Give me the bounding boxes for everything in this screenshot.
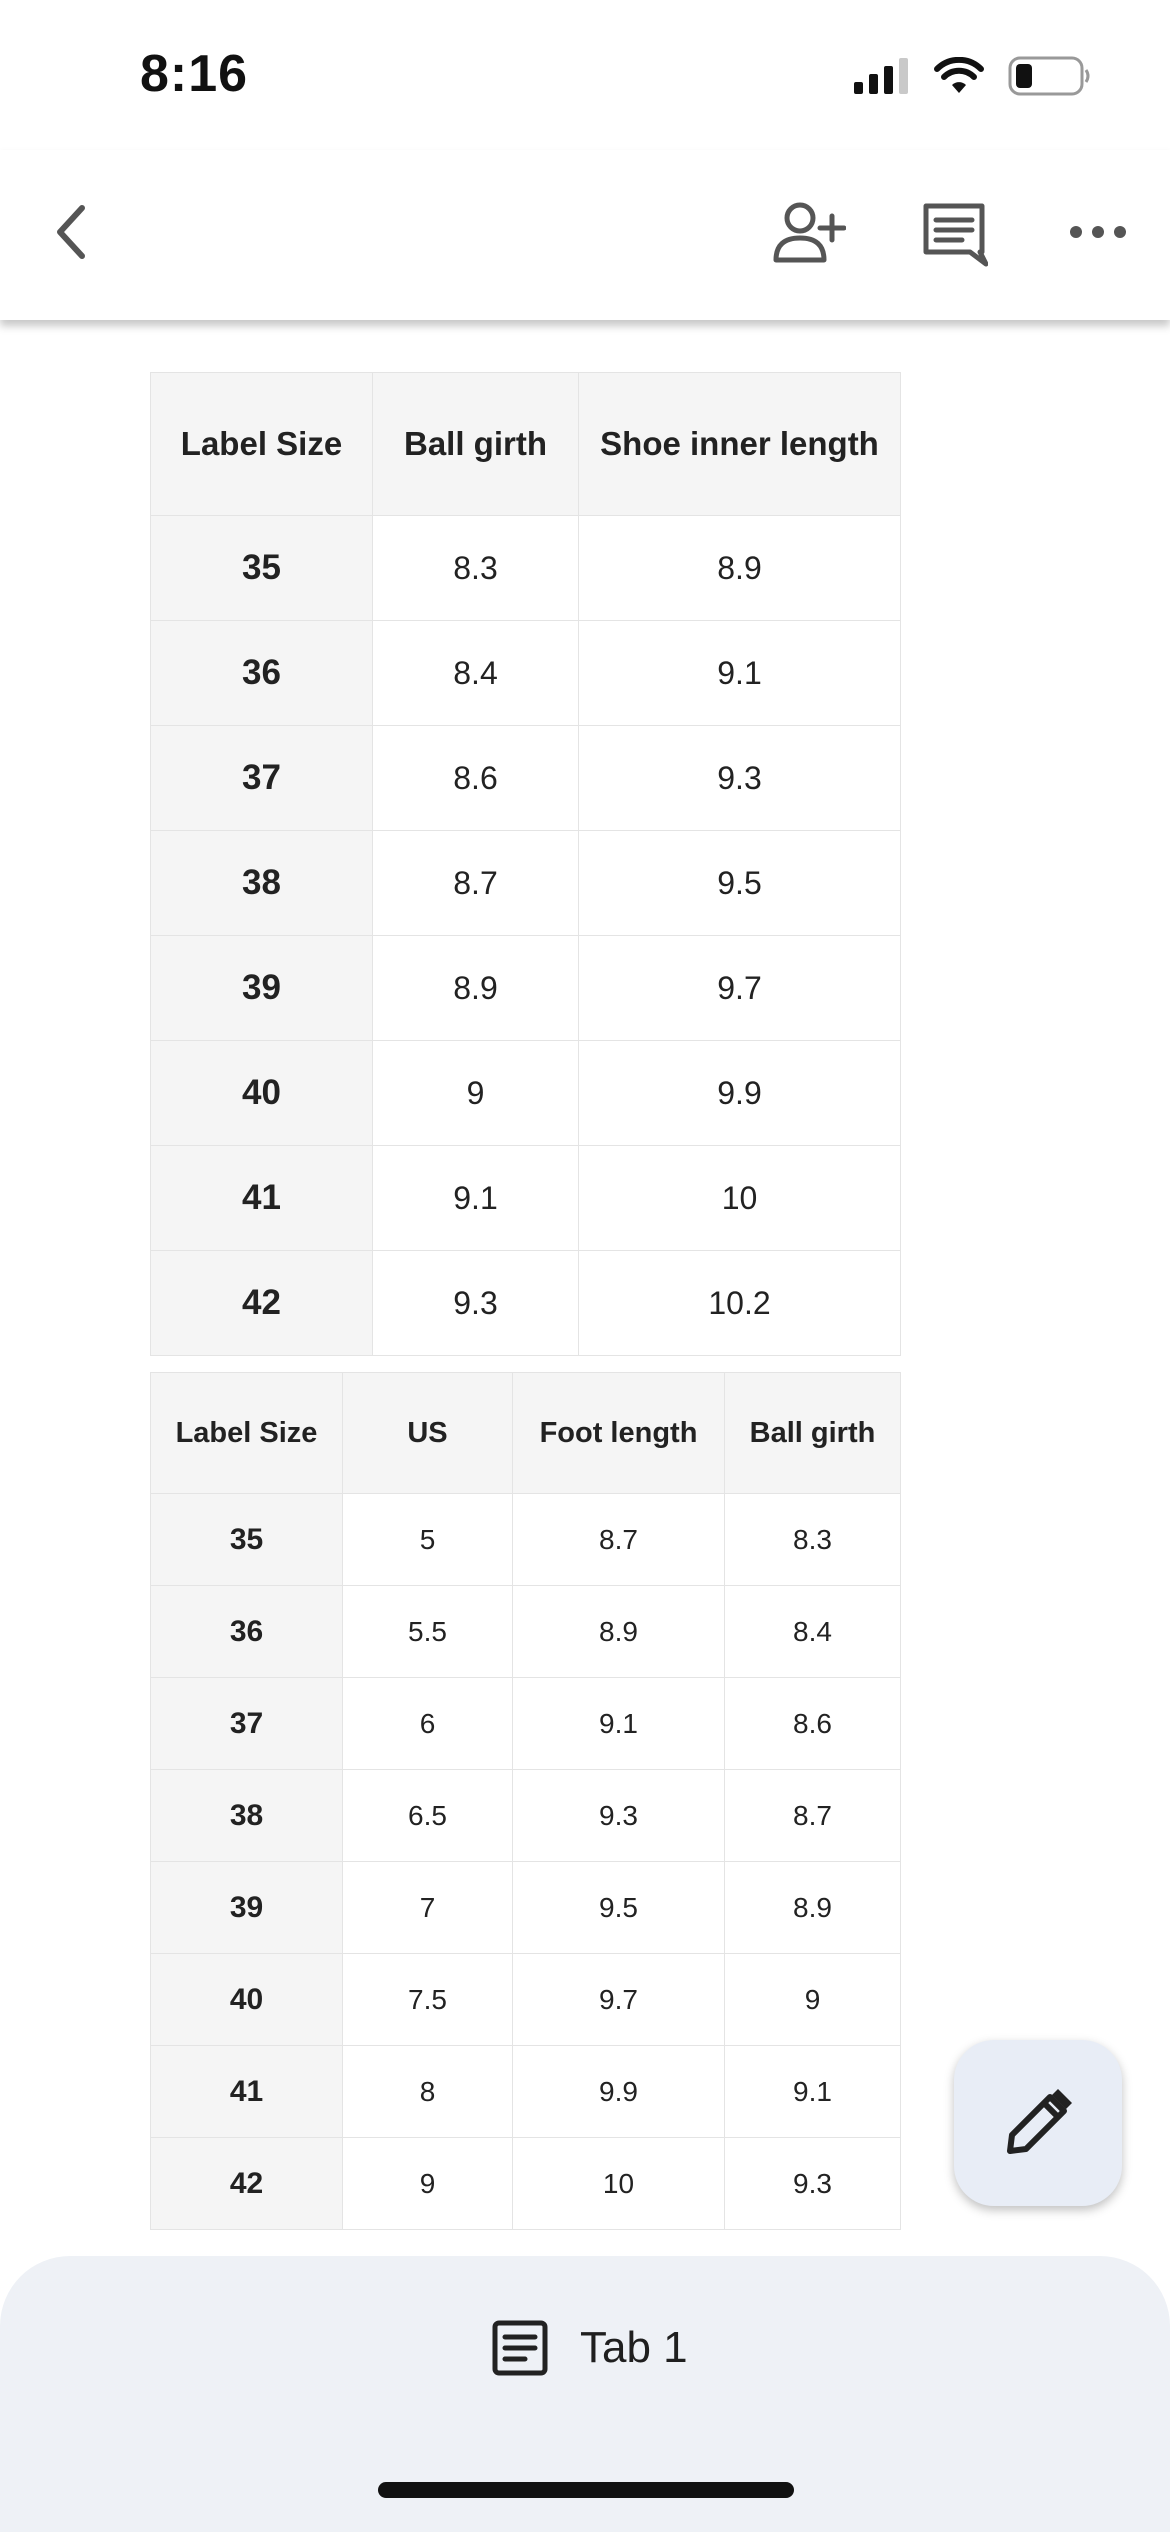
table-header-cell: Ball girth (725, 1373, 901, 1494)
table-cell: 9.1 (373, 1146, 579, 1251)
table-cell: 35 (151, 516, 373, 621)
table-cell: 37 (151, 1678, 343, 1770)
table-cell: 5.5 (343, 1586, 513, 1678)
table-cell: 8.9 (373, 936, 579, 1041)
table-cell: 10 (513, 2138, 725, 2230)
table-row (151, 1251, 901, 1356)
table-cell: 8.3 (725, 1494, 901, 1586)
table-cell: 9.1 (579, 621, 901, 726)
table-cell: 8.9 (725, 1862, 901, 1954)
table-row (151, 1586, 901, 1678)
table-cell: 39 (151, 936, 373, 1041)
table-cell: 8.4 (725, 1586, 901, 1678)
table-cell: 8.7 (725, 1770, 901, 1862)
tab-1[interactable] (490, 2318, 688, 2378)
table-cell: 8 (343, 2046, 513, 2138)
table-row (151, 1494, 901, 1586)
table-cell: 9 (373, 1041, 579, 1146)
table-cell: 6.5 (343, 1770, 513, 1862)
home-indicator[interactable] (378, 2482, 794, 2498)
table-cell: 6 (343, 1678, 513, 1770)
table-row (151, 1954, 901, 2046)
table-cell: 9.9 (579, 1041, 901, 1146)
table-cell: 5 (343, 1494, 513, 1586)
table-row (151, 1041, 901, 1146)
table-cell: 9.7 (513, 1954, 725, 2046)
document-body (0, 320, 1170, 2260)
table-cell: 40 (151, 1954, 343, 2046)
table-cell: 40 (151, 1041, 373, 1146)
table-header-row (151, 1373, 901, 1494)
table-cell: 36 (151, 621, 373, 726)
table-cell: 9.1 (725, 2046, 901, 2138)
table-cell: 38 (151, 1770, 343, 1862)
table-cell: 42 (151, 1251, 373, 1356)
table-cell: 9.3 (513, 1770, 725, 1862)
table-cell: 9.3 (725, 2138, 901, 2230)
table-cell: 9 (725, 1954, 901, 2046)
table-cell: 10.2 (579, 1251, 901, 1356)
table-row (151, 726, 901, 831)
table-cell: 36 (151, 1586, 343, 1678)
status-icons (854, 56, 1090, 96)
table-cell: 9 (343, 2138, 513, 2230)
table-cell: 42 (151, 2138, 343, 2230)
table-cell: 9.5 (513, 1862, 725, 1954)
table-row (151, 621, 901, 726)
table-cell: 9.3 (579, 726, 901, 831)
app-toolbar (0, 150, 1170, 320)
signal-icon (854, 58, 910, 94)
table-cell: 41 (151, 2046, 343, 2138)
table-header-cell: Label Size (151, 373, 373, 516)
table-row (151, 1678, 901, 1770)
table-cell: 41 (151, 1146, 373, 1251)
table-row (151, 831, 901, 936)
battery-icon (1008, 56, 1090, 96)
table-row (151, 2138, 901, 2230)
chevron-left-icon[interactable] (44, 202, 104, 262)
table-header-cell: Shoe inner length (579, 373, 901, 516)
status-time: 8:16 (140, 45, 249, 103)
table-cell: 8.7 (513, 1494, 725, 1586)
table-cell: 38 (151, 831, 373, 936)
table-cell: 8.6 (373, 726, 579, 831)
table-cell: 8.7 (373, 831, 579, 936)
table-header-cell: Foot length (513, 1373, 725, 1494)
table-cell: 9.7 (579, 936, 901, 1041)
table-header-row (151, 373, 901, 516)
edit-button[interactable] (954, 2040, 1122, 2206)
table-row (151, 1862, 901, 1954)
table-cell: 8.9 (579, 516, 901, 621)
table-cell: 7.5 (343, 1954, 513, 2046)
table-row (151, 1770, 901, 1862)
table-row (151, 2046, 901, 2138)
table-header-cell: Ball girth (373, 373, 579, 516)
table-cell: 35 (151, 1494, 343, 1586)
status-bar (0, 0, 1170, 150)
tab-label: Tab 1 (580, 2323, 688, 2372)
table-row (151, 936, 901, 1041)
table-row (151, 1146, 901, 1251)
more-horizontal-icon[interactable] (1068, 212, 1128, 252)
table-cell: 9.9 (513, 2046, 725, 2138)
table-cell: 9.5 (579, 831, 901, 936)
table-cell: 8.9 (513, 1586, 725, 1678)
table-cell: 7 (343, 1862, 513, 1954)
table-cell: 8.4 (373, 621, 579, 726)
comment-icon[interactable] (920, 200, 988, 268)
table-cell: 9.3 (373, 1251, 579, 1356)
table-cell: 10 (579, 1146, 901, 1251)
size-table-us-foot-length (150, 1372, 901, 2230)
pencil-icon (1000, 2085, 1076, 2161)
table-cell: 39 (151, 1862, 343, 1954)
table-row (151, 516, 901, 621)
table-cell: 37 (151, 726, 373, 831)
table-cell: 9.1 (513, 1678, 725, 1770)
table-header-cell: US (343, 1373, 513, 1494)
table-header-cell: Label Size (151, 1373, 343, 1494)
add-person-icon[interactable] (770, 198, 846, 266)
size-table-shoe-length (150, 372, 901, 1356)
document-icon (490, 2318, 550, 2378)
table-cell: 8.3 (373, 516, 579, 621)
table-cell: 8.6 (725, 1678, 901, 1770)
wifi-icon (934, 57, 984, 95)
